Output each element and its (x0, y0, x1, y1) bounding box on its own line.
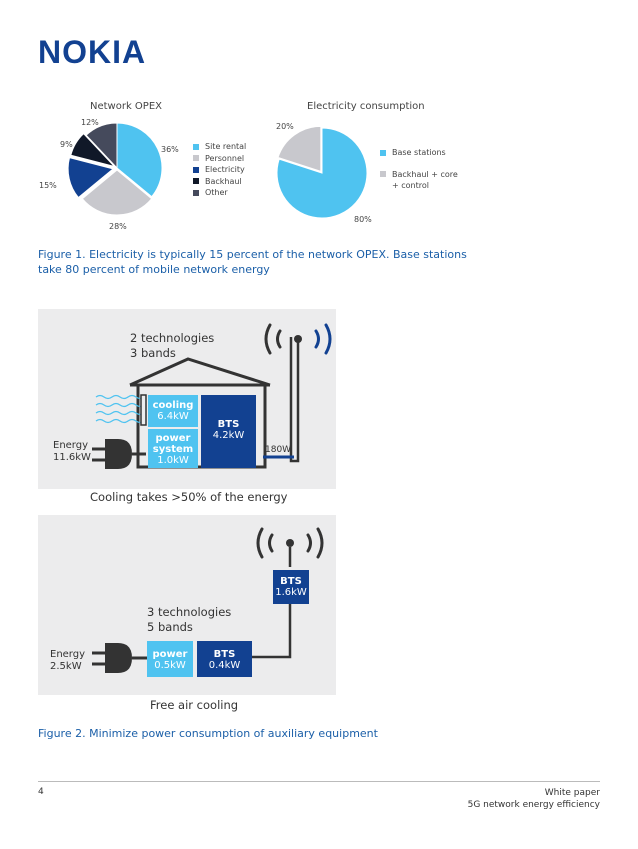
doc-title: 5G network energy efficiency (467, 800, 600, 810)
electricity-pie-slices (277, 126, 367, 218)
figure1-caption (38, 247, 558, 277)
bts-box-2 (197, 641, 252, 677)
bts-value: 0.4kW (208, 660, 241, 671)
doc-type: White paper (544, 788, 600, 798)
legend-label: Backhaul + core (392, 169, 458, 179)
legend-label: + control (392, 181, 429, 191)
legend-swatch (380, 171, 386, 177)
opex-label-personnel: 28% (109, 222, 127, 231)
electricity-label-backhaul: 20% (276, 122, 294, 131)
opex-pie-chart (30, 115, 200, 235)
diagram2-tech-line2: 5 bands (147, 620, 193, 634)
power-system-box (148, 429, 198, 468)
bts-box-1 (201, 395, 256, 468)
legend-label: Personnel (205, 153, 245, 163)
opex-label-other: 12% (81, 118, 99, 127)
bts-label: BTS (217, 419, 240, 430)
electricity-legend (380, 147, 458, 192)
energy-label: Energy (50, 649, 86, 660)
legend-swatch (193, 190, 199, 196)
legend-swatch (193, 167, 199, 173)
legend-item-backhaul (193, 176, 246, 188)
electricity-pie-chart (262, 115, 382, 230)
figure1-caption-line2: take 80 percent of mobile network energy (38, 263, 270, 276)
antenna-tip-icon (286, 539, 294, 547)
connection-line (252, 603, 290, 657)
bts-radio-box (273, 570, 309, 604)
diagram2-energy (50, 649, 85, 673)
legend-label: Site rental (205, 142, 247, 152)
diagram1-tech-line2: 3 bands (130, 346, 176, 360)
radio-value: 1.6kW (275, 587, 307, 598)
diagram2-caption: Free air cooling (150, 698, 239, 712)
bts-label: BTS (213, 649, 236, 660)
footer-divider (38, 781, 600, 782)
legend-label: Other (205, 188, 228, 198)
power-plug-icon (92, 643, 148, 673)
legend-item-control (380, 180, 458, 192)
legend-item-other (193, 187, 246, 199)
page-number: 4 (38, 787, 44, 797)
cooling-value: 6.4kW (157, 411, 189, 422)
footer-doc-info (468, 787, 600, 811)
system-label: system (152, 444, 194, 455)
nokia-logo: NOKIA (38, 34, 147, 70)
electricity-chart-title: Electricity consumption (307, 101, 425, 112)
power-label: power (155, 433, 191, 444)
radio-label: BTS (280, 576, 302, 587)
legend-swatch (193, 178, 199, 184)
opex-pie-slices (68, 123, 162, 215)
legend-label: Electricity (205, 165, 245, 175)
legend-item-personnel (193, 153, 246, 165)
bts-value: 4.2kW (212, 430, 245, 441)
energy-value: 11.6kW (53, 452, 91, 463)
legend-swatch (193, 144, 199, 150)
power-value: 1.0kW (157, 455, 189, 466)
legend-item-base-stations (380, 147, 458, 159)
diagram1-tech-line1: 2 technologies (130, 331, 215, 345)
figure1-caption-line1: Figure 1. Electricity is typically 15 percent of the network OPEX. Base stations (38, 248, 467, 261)
vent-icon (141, 395, 146, 425)
opex-label-backhaul: 9% (60, 140, 73, 149)
diagram1-caption: Cooling takes >50% of the energy (90, 490, 288, 504)
legend-item-backhaul-core (380, 169, 458, 181)
legend-item-site-rental (193, 141, 246, 153)
cooling-box (148, 395, 198, 427)
diagram2-tech-text (147, 605, 231, 635)
legend-label: Backhaul (205, 176, 242, 186)
energy-label: Energy (53, 440, 89, 451)
opex-label-site-rental: 36% (161, 145, 179, 154)
feeder-value: 180W (265, 445, 292, 455)
antenna-mast-icon (291, 337, 298, 461)
diagram1-energy (53, 440, 91, 464)
power-box-2 (147, 641, 193, 677)
legend-item-electricity (193, 164, 246, 176)
opex-legend (193, 141, 246, 199)
legend-swatch (193, 155, 199, 161)
power-value: 0.5kW (154, 660, 186, 671)
legend-swatch (380, 150, 386, 156)
power-label: power (152, 649, 188, 660)
opex-chart-title: Network OPEX (90, 101, 163, 112)
cooling-label: cooling (152, 400, 194, 411)
diagram1-tech-text (130, 331, 214, 361)
opex-label-electricity: 15% (39, 181, 57, 190)
electricity-label-base-stations: 80% (354, 215, 372, 224)
energy-value: 2.5kW (50, 661, 82, 672)
diagram2-tech-line1: 3 technologies (147, 605, 232, 619)
legend-label: Base stations (392, 148, 446, 158)
figure2-caption: Figure 2. Minimize power consumption of auxiliary equipment (38, 727, 378, 740)
